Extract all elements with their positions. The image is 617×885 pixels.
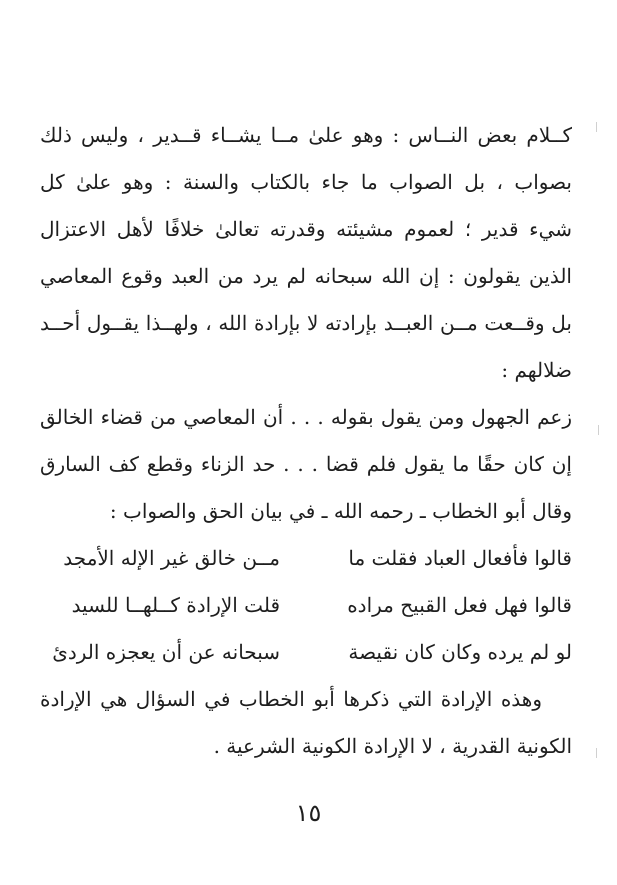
intro-line: وقال أبو الخطاب ـ رحمه الله ـ في بيان الحق والصواب :: [109, 499, 572, 523]
verse-second-half: مــن خالق غير الإله الأمجد: [63, 546, 280, 570]
body-line: ضلالهم :: [501, 358, 572, 382]
body-line: بل وقــعت مــن العبــد بإرادته لا بإرادة الله ، ولهــذا يقــول أحــد: [40, 311, 572, 335]
body-line: شيء قدير ؛ لعموم مشيئته وقدرته تعالىٰ خلافًا لأهل الاعتزال: [40, 217, 572, 241]
page-number: ١٥: [295, 799, 322, 827]
verse-row: [40, 535, 572, 582]
verse-row: [40, 629, 572, 676]
verse-first-half: لو لم يرده وكان كان نقيصة: [348, 640, 572, 664]
body-line: كــلام بعض النــاس : وهو علىٰ مــا يشــاء قــدير ، وليس ذلك: [40, 123, 572, 147]
margin-mark: [596, 748, 601, 758]
closing-line: الكونية القدرية ، لا الإرادة الكونية الشرعية .: [213, 734, 572, 758]
body-line: بصواب ، بل الصواب ما جاء بالكتاب والسنة : وهو علىٰ كل: [40, 170, 572, 194]
verse-row: [40, 582, 572, 629]
page-text: [40, 112, 572, 770]
margin-mark: [598, 425, 603, 435]
poem-line: إن كان حقًا ما يقول فلم قضا . . . حد الزناء وقطع كف السارق: [40, 452, 572, 476]
closing-line: وهذه الإرادة التي ذكرها أبو الخطاب في السؤال هي الإرادة: [40, 687, 542, 711]
verse-first-half: قالوا فأفعال العباد فقلت ما: [348, 546, 572, 570]
verse-second-half: سبحانه عن أن يعجزه الردئ: [52, 640, 280, 664]
verse-second-half: قلت الإرادة كــلهــا للسيد: [71, 593, 280, 617]
margin-mark: [596, 122, 601, 132]
verse-first-half: قالوا فهل فعل القبيح مراده: [347, 593, 572, 617]
poem-line: زعم الجهول ومن يقول بقوله . . . أن المعاصي من قضاء الخالق: [40, 405, 572, 429]
body-line: الذين يقولون : إن الله سبحانه لم يرد من العبد وقوع المعاصي: [40, 264, 572, 288]
